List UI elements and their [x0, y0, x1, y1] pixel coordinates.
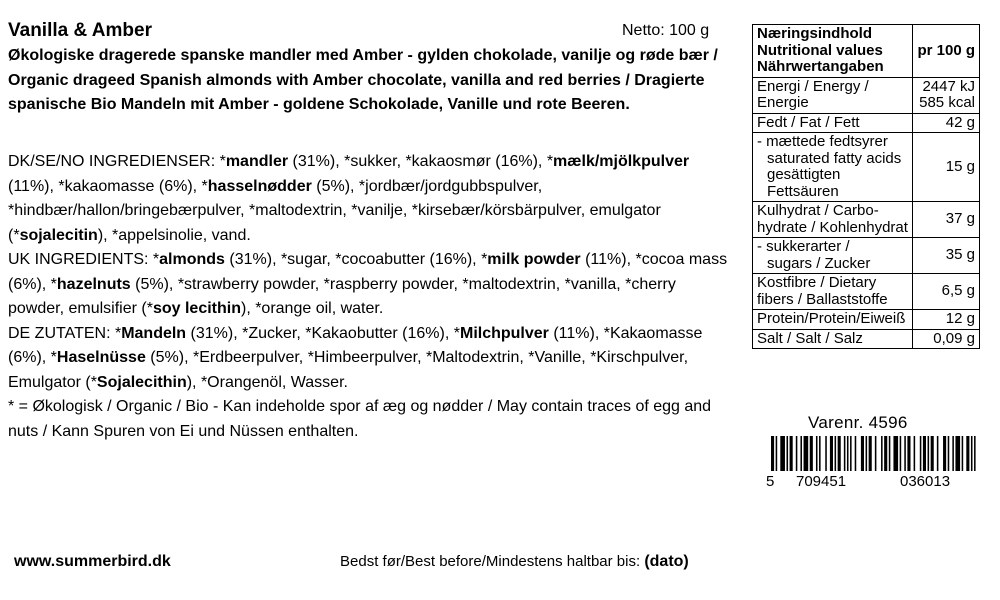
nutrition-label	[753, 113, 913, 133]
allergen: milk powder	[487, 251, 581, 268]
nutrition-value-line: 585 kcal	[919, 94, 975, 111]
website-link[interactable]: www.summerbird.dk	[14, 553, 171, 570]
ean-right-digits: 036013	[900, 473, 951, 490]
barcode-bar	[816, 436, 818, 472]
nutrition-value	[913, 113, 980, 133]
nutrition-value-line: 6,5 g	[941, 282, 975, 300]
nutrition-label-line: Fedt / Fat / Fett	[757, 113, 860, 131]
ingredient-text: DK/SE/NO INGREDIENSER: *	[8, 153, 226, 170]
ingredient-text: (31%), *Zucker, *Kakaobutter (16%), *	[186, 324, 460, 342]
barcode-bar	[855, 436, 857, 472]
nutrition-header-label	[753, 25, 913, 78]
nutrition-table	[752, 24, 980, 349]
nutrition-value	[913, 274, 980, 310]
nutrition-value	[913, 77, 980, 113]
allergen: soy lecithin	[152, 300, 241, 317]
barcode-bar	[810, 436, 813, 472]
nutrition-value-line: 15 g	[945, 157, 975, 175]
allergen: almonds	[159, 251, 225, 268]
item-number: Varenr. 4596	[808, 413, 908, 432]
barcode-bar	[948, 436, 950, 472]
nutrition-label-line: Kostfibre / Dietary	[757, 274, 877, 291]
barcode-bar	[850, 436, 852, 472]
nutrition-label	[753, 238, 913, 274]
nutrition-label-line: saturated fatty acids	[767, 149, 902, 167]
barcode-bar	[955, 436, 960, 472]
allergen: mælk/mjölkpulver	[553, 153, 690, 170]
barcode-bar	[900, 436, 902, 472]
barcode-bar	[962, 436, 964, 472]
barcode-bar	[914, 436, 916, 472]
allergen: Haselnüsse	[56, 349, 146, 366]
nutrition-row	[753, 202, 980, 238]
nutrition-per-label: pr 100 g	[913, 25, 980, 78]
barcode-bar	[952, 436, 954, 472]
nutrition-value	[913, 310, 980, 330]
barcode-bar	[796, 436, 798, 472]
barcode-bar	[861, 436, 864, 472]
barcode-bar	[884, 436, 887, 472]
nutrition-row	[753, 238, 980, 274]
nutrition-header-line: Næringsindhold	[757, 25, 872, 42]
barcode-bar	[819, 436, 821, 472]
nutrition-value	[913, 202, 980, 238]
nutrition-value	[913, 133, 980, 202]
best-before-label: Bedst før/Best before/Mindestens haltbar bis:	[340, 553, 641, 570]
allergen: hazelnuts	[56, 275, 131, 293]
barcode-bar	[847, 436, 849, 472]
nutrition-value-line: 35 g	[945, 246, 975, 264]
barcode-bar	[790, 436, 793, 472]
nutrition-label	[753, 133, 913, 202]
ingredients-uk	[8, 248, 733, 322]
nutrition-label-line: fibers / Ballaststoffe	[757, 290, 888, 308]
allergen: Mandeln	[121, 324, 187, 342]
barcode-bar	[920, 436, 922, 472]
nutrition-row	[753, 274, 980, 310]
nutrition-value-line: 0,09 g	[933, 329, 975, 347]
barcode-bar	[844, 436, 846, 472]
nutrition-row	[753, 133, 980, 202]
nutrition-label-line: Kulhydrat / Carbo-	[757, 202, 879, 219]
nutrition-label	[753, 77, 913, 113]
nutrition-row	[753, 77, 980, 113]
barcode-bar	[825, 436, 827, 472]
barcode-bar	[838, 436, 841, 472]
nutrition-value-line: 12 g	[945, 310, 975, 327]
allergen: hasselnødder	[207, 177, 312, 195]
barcode-bar	[893, 436, 898, 472]
ean-first-digit: 5	[766, 473, 775, 490]
allergen: Milchpulver	[459, 324, 549, 342]
ingredient-text: (11%), *cocoa mass (6%), *	[8, 251, 728, 293]
organic-allergen-note: * = Økologisk / Organic / Bio - Kan indeholde spor af æg og nødder / May contain traces of egg and nuts / Kann Spuren von Ei und Nüssen enthalten.	[8, 398, 712, 440]
ingredient-text: (31%), *sukker, *kakaosmør (16%), *	[288, 153, 554, 170]
nutrition-label-line: Protein/Protein/Eiweiß	[757, 310, 906, 327]
barcode-bar	[866, 436, 868, 472]
nutrition-label-line: Energie	[757, 94, 809, 111]
nutrition-row	[753, 310, 980, 330]
nutrition-label-line: gesättigten Fettsäuren	[767, 166, 841, 200]
barcode-bar	[800, 436, 802, 472]
nutrition-value-line: 2447 kJ	[922, 77, 975, 95]
best-before-value: (dato)	[644, 553, 689, 570]
barcode-bar	[937, 436, 939, 472]
best-before	[340, 553, 689, 571]
barcode-bar	[907, 436, 910, 472]
nutrition-value-line: 37 g	[945, 210, 975, 228]
product-description: Økologiske dragerede spanske mandler med Amber - gylden chokolade, vanilje og røde bær / Organic drageed Spanish almonds with Amber chocolate, vanilla and red berries / Dragierte spanische Bio Mandeln mit Amber - goldene Schokolade, Vanille und rote Beeren.	[8, 47, 718, 113]
barcode-bar	[804, 436, 809, 472]
barcode-bar	[835, 436, 837, 472]
ingredients-de	[8, 322, 733, 396]
ingredients-block	[8, 150, 733, 444]
ingredient-text: ), *orange oil, water.	[240, 300, 384, 317]
ingredient-text: ), *Orangenöl, Wasser.	[186, 373, 348, 391]
barcode-bar	[830, 436, 833, 472]
ingredient-text: (5%), *Erdbeerpulver, *Himbeerpulver, *Maltodextrin, *Vanille, *Kirschpulver, Emulgator (*	[8, 349, 689, 391]
nutrition-label	[753, 274, 913, 310]
nutrition-row	[753, 329, 980, 349]
nutrition-header-line: Nutritional values	[757, 41, 883, 59]
ingredient-text: DE ZUTATEN: *	[8, 324, 122, 342]
ingredient-text: (5%), *jordbær/jordgubbspulver, *hindbær/hallon/bringebærpulver, *maltodextrin, *vanilje, *kirsebær/körsbärpulver, emulgator (*	[8, 177, 661, 244]
allergen: Sojalecithin	[96, 373, 187, 391]
barcode-bar	[904, 436, 906, 472]
ingredient-text: UK INGREDIENTS: *	[8, 251, 160, 268]
allergen: sojalecitin	[19, 226, 98, 244]
nutrition-label-line: hydrate / Kohlenhydrat	[757, 218, 908, 236]
ean-digits	[768, 471, 978, 491]
barcode-bar	[928, 436, 930, 472]
nutrition-label	[753, 310, 913, 330]
allergen: mandler	[225, 153, 289, 170]
barcode-bar	[966, 436, 969, 472]
nutrition-value	[913, 238, 980, 274]
nutrition-row	[753, 113, 980, 133]
ingredient-text: ), *appelsinolie, vand.	[97, 226, 251, 244]
nutrition-label-line: Salt / Salt / Salz	[757, 329, 863, 347]
barcode-bar	[923, 436, 926, 472]
nutrition-label-line: Energi / Energy /	[757, 77, 869, 95]
ean-left-digits: 709451	[796, 473, 847, 490]
barcode-bar	[889, 436, 891, 472]
nutrition-label	[753, 202, 913, 238]
nutrition-header-line: Nährwertangaben	[757, 58, 884, 75]
nutrition-value	[913, 329, 980, 349]
barcode-bar	[780, 436, 785, 472]
nutrition-value-line: 42 g	[945, 113, 975, 131]
ingredient-text: (5%), *strawberry powder, *raspberry powder, *maltodextrin, *vanilla, *cherry powder, emulsifier (*	[8, 275, 676, 317]
nutrition-label-line: - sukkerarter /	[757, 238, 850, 255]
barcode-bar	[787, 436, 789, 472]
nutrition-label-line: sugars / Zucker	[767, 254, 871, 272]
ingredient-text: (31%), *sugar, *cocoabutter (16%), *	[224, 251, 488, 268]
nutrition-header-row	[753, 25, 980, 78]
ingredient-text: (11%), *kakaomasse (6%), *	[8, 177, 208, 195]
nutrition-label-line: - mættede fedtsyrer	[757, 133, 888, 150]
nutrition-label	[753, 329, 913, 349]
barcode-bar	[869, 436, 872, 472]
ingredient-text: (11%), *Kakaomasse (6%), *	[8, 324, 703, 366]
product-title: Vanilla & Amber	[8, 20, 152, 41]
barcode-bar	[943, 436, 946, 472]
net-weight: Netto: 100 g	[622, 22, 710, 39]
barcode-bar	[931, 436, 934, 472]
ingredients-dk	[8, 150, 733, 248]
